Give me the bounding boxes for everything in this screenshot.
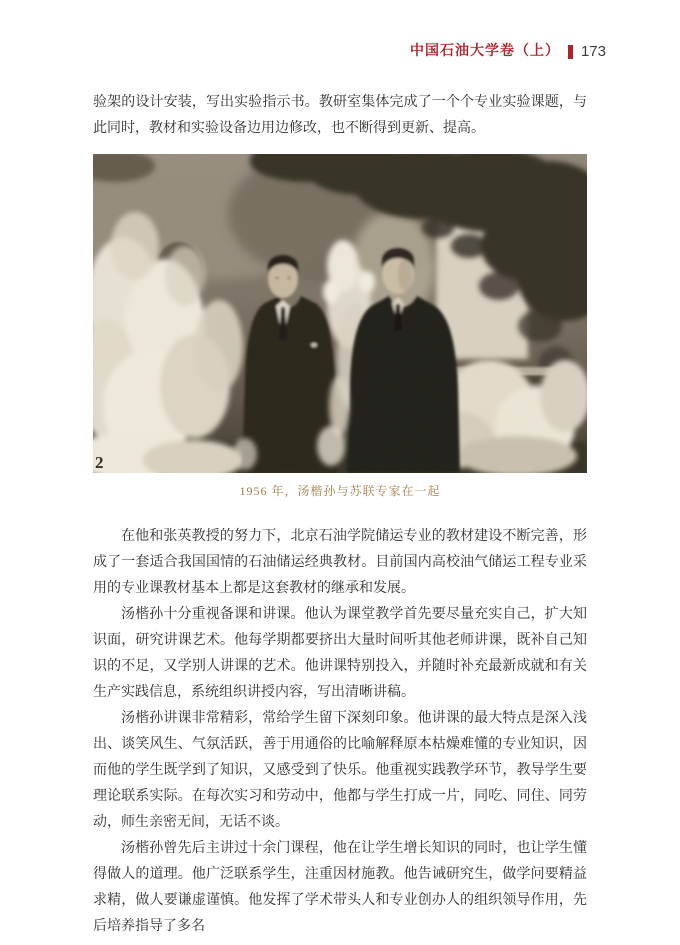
header-page-number: 173	[580, 43, 606, 60]
header-divider-bar	[568, 45, 573, 59]
photo-illustration	[93, 154, 587, 473]
header-title: 中国石油大学卷（上）	[409, 44, 560, 59]
paragraph-continuation: 验架的设计安装，写出实验指示书。教研室集体完成了一个个专业实验课题，与此同时，教材和实验设备边用边修改，也不断得到更新、提高。	[93, 95, 587, 136]
paragraph-4: 汤楷孙曾先后主讲过十余门课程，他在让学生增长知识的同时，也让学生懂得做人的道理。他广泛联系学生，注重因材施教。他告诫研究生，做学问要精益求精，做人要谦虚谨慎。他发挥了学术带头人和专业创办人的组织领导作用，先后培养指导了多名	[93, 841, 587, 934]
paragraph-2: 汤楷孙十分重视备课和讲课。他认为课堂教学首先要尽量充实自己，扩大知识面，研究讲课艺术。他每学期都要挤出大量时间听其他老师讲课，既补自己知识的不足，又学别人讲课的艺术。他讲课特别投入，并随时补充最新成就和有关生产实践信息，系统组织讲授内容，写出清晰讲稿。	[93, 607, 587, 700]
page-header	[410, 44, 606, 60]
paragraph-1: 在他和张英教授的努力下，北京石油学院储运专业的教材建设不断完善，形成了一套适合我国国情的石油储运经典教材。目前国内高校油气储运工程专业采用的专业课教材基本上都是这套教材的继承和发展。	[93, 529, 587, 596]
photo-figure	[93, 154, 587, 500]
photo-caption: 1956 年，汤楷孙与苏联专家在一起	[239, 484, 441, 498]
page-body	[93, 90, 587, 940]
historical-photo	[93, 154, 587, 473]
paragraph-3: 汤楷孙讲课非常精彩，常给学生留下深刻印象。他讲课的最大特点是深入浅出、谈笑风生、气氛活跃，善于用通俗的比喻解释原本枯燥难懂的专业知识，因而他的学生既学到了知识，又感受到了快乐。他重视实践教学环节，教导学生要理论联系实际。在每次实习和劳动中，他都与学生打成一片，同吃、同住、同劳动，师生亲密无间，无话不谈。	[93, 711, 587, 830]
photo-corner-mark: 2	[95, 453, 104, 472]
